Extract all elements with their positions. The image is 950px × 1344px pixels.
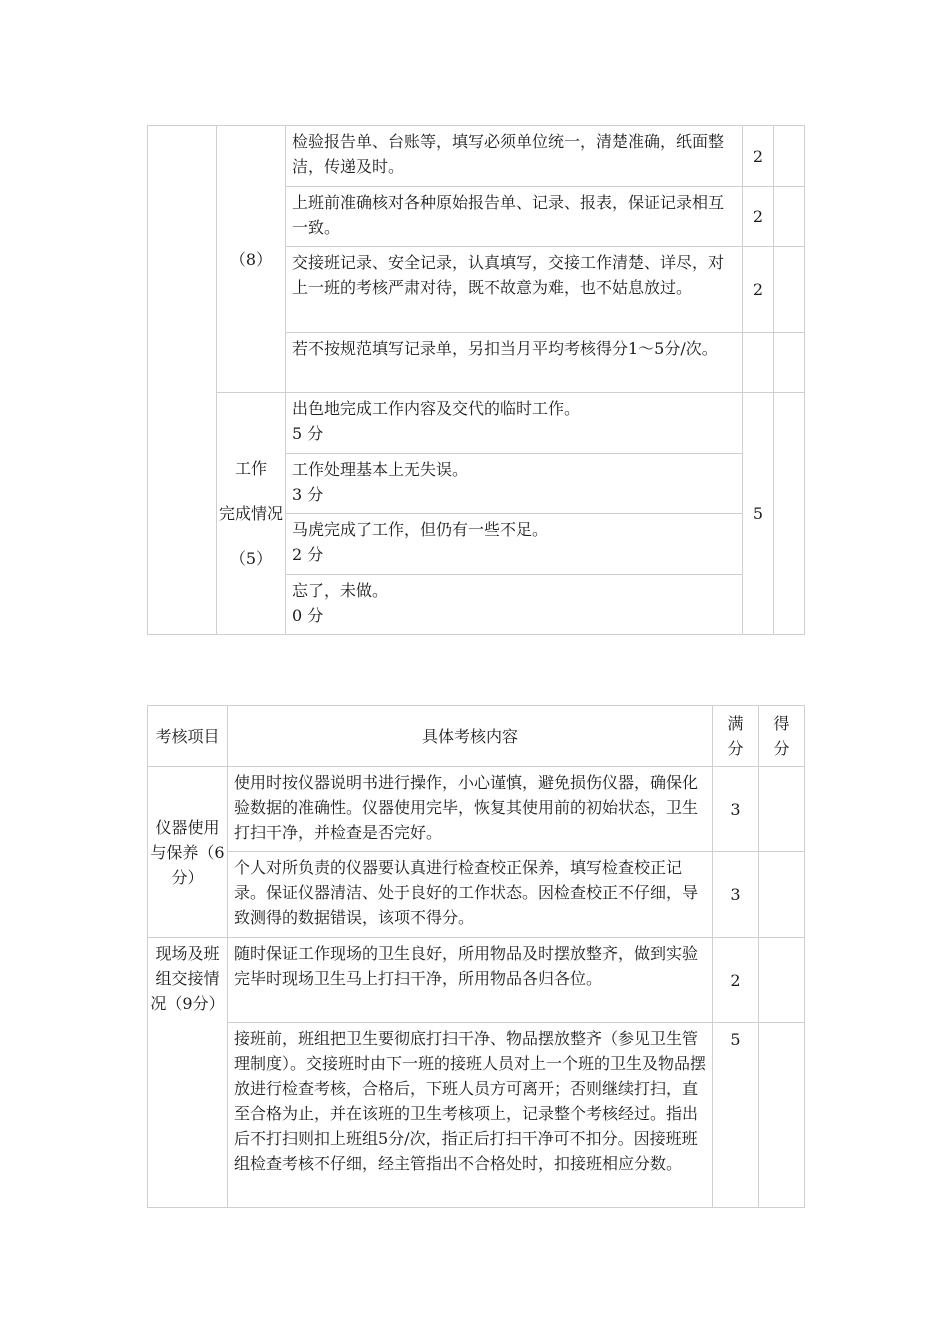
- work-item: [286, 575, 743, 635]
- work-label-line1: 工作: [234, 459, 267, 478]
- table-row: [148, 126, 805, 187]
- score-cell[interactable]: [774, 247, 805, 333]
- full-score: 3: [713, 852, 759, 938]
- header-full-score: 满分: [713, 706, 759, 767]
- work-item-text: 工作处理基本上无失误。: [292, 460, 469, 479]
- record-row-text: 若不按规范填写记录单，另扣当月平均考核得分1～5分/次。: [286, 333, 743, 393]
- work-item: [286, 393, 743, 454]
- work-item: [286, 514, 743, 575]
- work-item: [286, 454, 743, 514]
- record-group-label: （8）: [217, 126, 286, 393]
- row-content: 随时保证工作现场的卫生良好，所用物品及时摆放整齐，做到实验完毕时现场卫生马上打扫干净，所用物品各归各位。: [228, 938, 713, 1023]
- work-item-text: 忘了，未做。: [292, 581, 389, 600]
- section-label-instrument: 仪器使用与保养（6分）: [148, 767, 228, 938]
- assessment-table-continued: [147, 125, 805, 635]
- score-cell[interactable]: [759, 852, 805, 938]
- score-cell[interactable]: [759, 938, 805, 1023]
- row-content: 接班前，班组把卫生要彻底打扫干净、物品摆放整齐（参见卫生管理制度）。交接班时由下一班的接班人员对上一个班的卫生及物品摆放进行检查考核，合格后，下班人员方可离开；否则继续打扫，直至合格为止，并在该班的卫生考核项上，记录整个考核经过。指出后不打扫则扣上班组5分/次，指正后打扫干净可不扣分。因接班班组检查考核不仔细，经主管指出不合格处时，扣接班相应分数。: [228, 1023, 713, 1208]
- score-cell[interactable]: [774, 393, 805, 635]
- work-label-line3: （5）: [229, 549, 273, 568]
- record-row-text: 上班前准确核对各种原始报告单、记录、报表，保证记录相互一致。: [286, 187, 743, 247]
- score-cell[interactable]: [774, 126, 805, 187]
- work-item-text: 出色地完成工作内容及交代的临时工作。: [292, 399, 581, 418]
- table-row: [148, 938, 805, 1023]
- work-item-points: 3 分: [292, 485, 324, 504]
- section-label-handover: 现场及班组交接情况（9分）: [148, 938, 228, 1208]
- work-full-score: 5: [743, 393, 774, 635]
- header-content: 具体考核内容: [228, 706, 713, 767]
- header-score: 得分: [759, 706, 805, 767]
- score-cell[interactable]: [759, 1023, 805, 1208]
- work-item-points: 5 分: [292, 424, 324, 443]
- work-item-points: 0 分: [292, 606, 324, 625]
- score-cell[interactable]: [759, 767, 805, 852]
- assessment-table: [147, 705, 805, 1208]
- score-cell[interactable]: [774, 187, 805, 247]
- table-row: [148, 767, 805, 852]
- full-score: 2: [743, 247, 774, 333]
- table-row: [148, 852, 805, 938]
- record-row-text: 交接班记录、安全记录，认真填写，交接工作清楚、详尽，对上一班的考核严肃对待，既不故意为难，也不姑息放过。: [286, 247, 743, 333]
- full-score: [743, 333, 774, 393]
- record-row-text: 检验报告单、台账等，填写必须单位统一，清楚准确，纸面整洁，传递及时。: [286, 126, 743, 187]
- item-cell-empty: [148, 126, 217, 635]
- table-row: [148, 1023, 805, 1208]
- full-score: 2: [743, 187, 774, 247]
- full-score: 2: [743, 126, 774, 187]
- table-row: [148, 393, 805, 454]
- work-label-line2: 完成情况: [218, 504, 283, 523]
- row-content: 个人对所负责的仪器要认真进行检查校正保养，填写检查校正记录。保证仪器清洁、处于良好的工作状态。因检查校正不仔细，导致测得的数据错误，该项不得分。: [228, 852, 713, 938]
- work-item-text: 马虎完成了工作，但仍有一些不足。: [292, 520, 549, 539]
- full-score: 2: [713, 938, 759, 1023]
- table-header-row: [148, 706, 805, 767]
- full-score: 3: [713, 767, 759, 852]
- work-item-points: 2 分: [292, 545, 324, 564]
- header-item: 考核项目: [148, 706, 228, 767]
- full-score: 5: [713, 1023, 759, 1208]
- score-cell[interactable]: [774, 333, 805, 393]
- row-content: 使用时按仪器说明书进行操作，小心谨慎，避免损伤仪器，确保化验数据的准确性。仪器使用完毕，恢复其使用前的初始状态，卫生打扫干净，并检查是否完好。: [228, 767, 713, 852]
- work-completion-label: [217, 393, 286, 635]
